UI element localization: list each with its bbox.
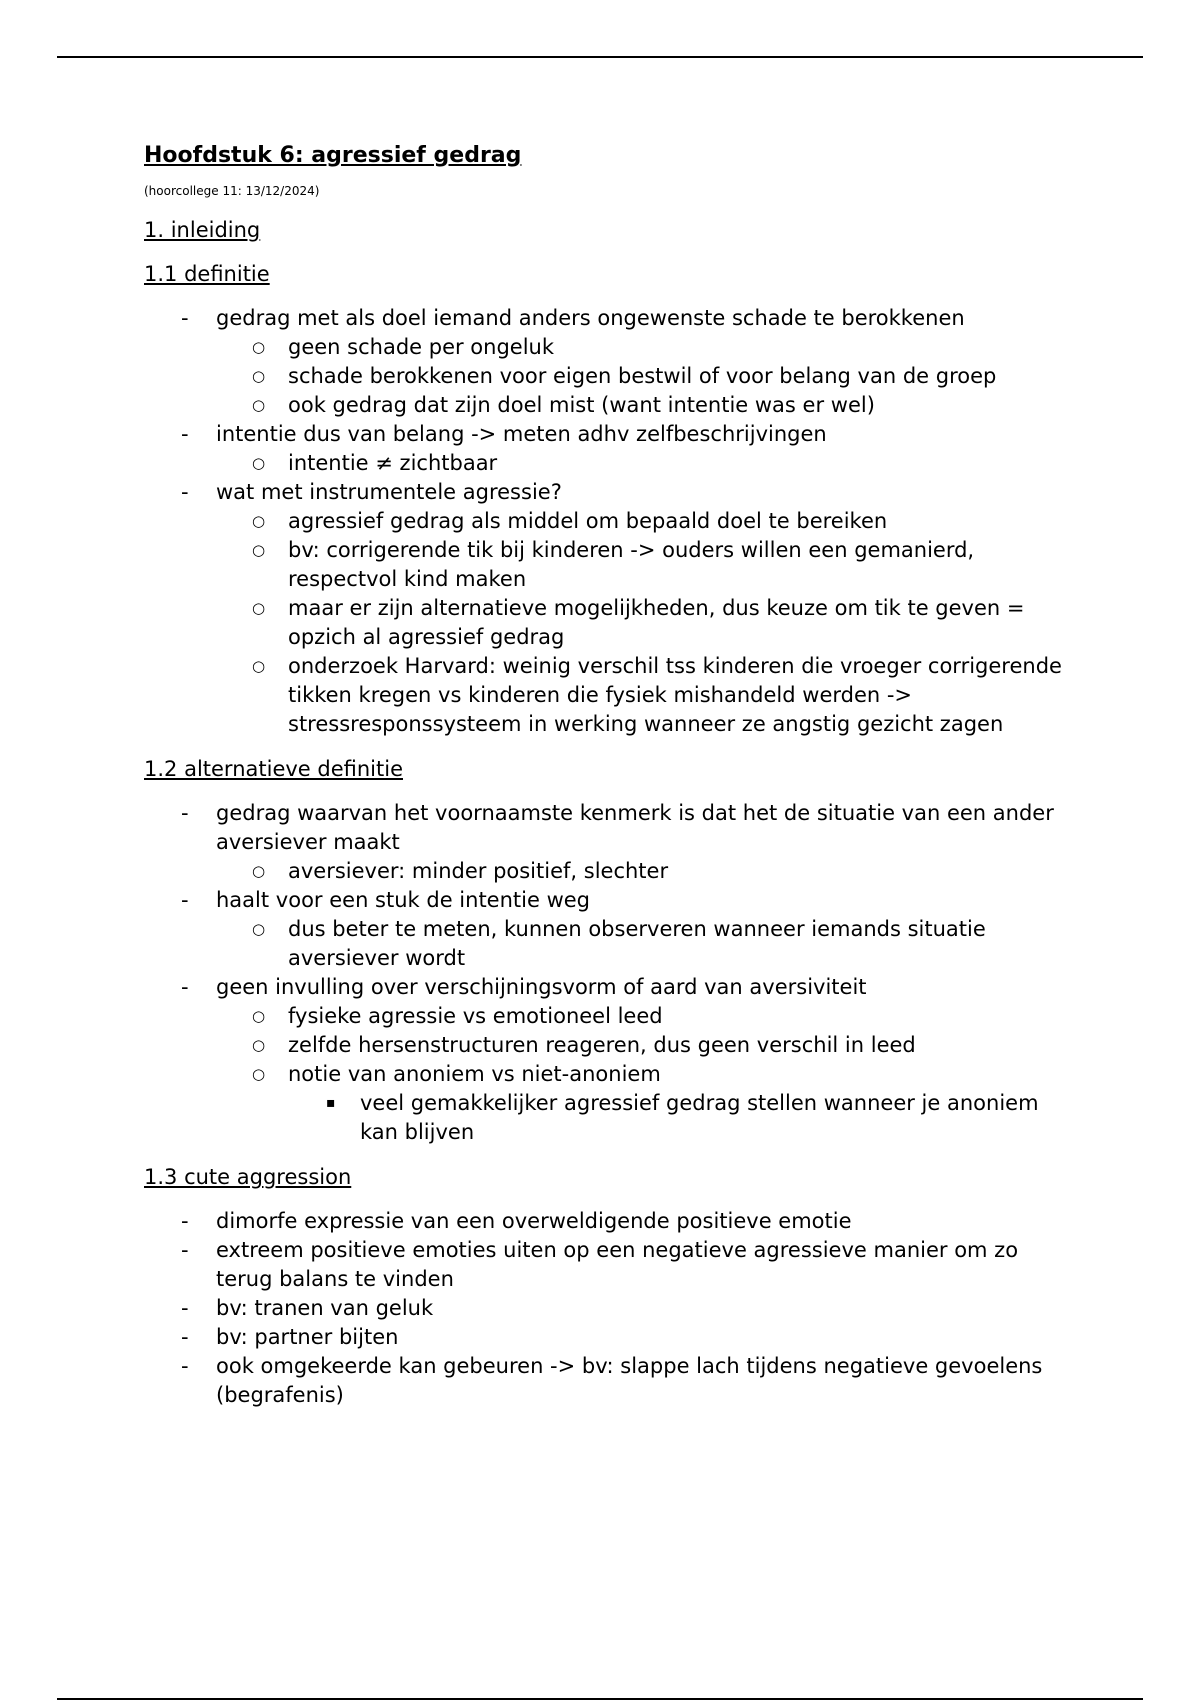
circle-bullet-icon: ○ — [252, 1007, 266, 1025]
list-item-text: dus beter te meten, kunnen observeren wanneer iemands situatie aversiever wordt — [288, 917, 986, 970]
list-item-text: dimorfe expressie van een overweldigende positieve emotie — [216, 1209, 852, 1233]
list-item — [216, 1031, 1064, 1060]
list-item — [216, 1060, 1064, 1147]
list-item — [144, 1352, 1064, 1410]
header-rule — [57, 56, 1143, 58]
list-item-text: fysieke agressie vs emotioneel leed — [288, 1004, 663, 1028]
list-item — [144, 799, 1064, 886]
list-item — [216, 362, 1064, 391]
dash-marker: - — [181, 1238, 189, 1262]
circle-bullet-icon: ○ — [252, 367, 266, 385]
list-item — [144, 1207, 1064, 1236]
circle-bullet-icon: ○ — [252, 1065, 266, 1083]
list-item-text: schade berokkenen voor eigen bestwil of voor belang van de groep — [288, 364, 997, 388]
circle-bullet-icon: ○ — [252, 512, 266, 530]
circle-bullet-icon: ○ — [252, 862, 266, 880]
circle-bullet-icon: ○ — [252, 338, 266, 356]
list-item — [216, 1002, 1064, 1031]
list-item-text: notie van anoniem vs niet-anoniem — [288, 1062, 661, 1086]
lecture-date: (hoorcollege 11: 13/12/2024) — [144, 184, 320, 198]
heading-alternatieve-definitie: 1.2 alternatieve definitie — [144, 757, 403, 781]
list-item — [216, 915, 1064, 973]
list-item — [144, 973, 1064, 1147]
dash-marker: - — [181, 1296, 189, 1320]
list-item — [216, 536, 1064, 594]
list-item — [144, 1236, 1064, 1294]
list-item-text: bv: corrigerende tik bij kinderen -> ouders willen een gemanierd, respectvol kind maken — [288, 538, 975, 591]
circle-bullet-icon: ○ — [252, 599, 266, 617]
definitie-list — [144, 304, 1064, 739]
list-item-text: bv: tranen van geluk — [216, 1296, 434, 1320]
dash-marker: - — [181, 888, 189, 912]
list-item-text: extreem positieve emoties uiten op een negatieve agressieve manier om zo terug balans te vinden — [216, 1238, 1019, 1291]
heading-cute-aggression: 1.3 cute aggression — [144, 1165, 352, 1189]
list-item-text: geen schade per ongeluk — [288, 335, 555, 359]
list-item-text: ook omgekeerde kan gebeuren -> bv: slappe lach tijdens negatieve gevoelens (begrafenis) — [216, 1354, 1043, 1407]
list-item-text: ook gedrag dat zijn doel mist (want intentie was er wel) — [288, 393, 875, 417]
circle-bullet-icon: ○ — [252, 396, 266, 414]
list-item — [144, 1323, 1064, 1352]
heading-inleiding: 1. inleiding — [144, 218, 261, 242]
list-item-text: veel gemakkelijker agressief gedrag stellen wanneer je anoniem kan blijven — [360, 1091, 1039, 1144]
heading-definitie: 1.1 definitie — [144, 262, 270, 286]
dash-marker: - — [181, 306, 189, 330]
list-item — [216, 857, 1064, 886]
dash-marker: - — [181, 1325, 189, 1349]
list-item — [216, 333, 1064, 362]
dash-marker: - — [181, 975, 189, 999]
list-item — [288, 1089, 1064, 1147]
cute-aggression-list — [144, 1207, 1064, 1410]
list-item — [216, 652, 1064, 739]
list-item — [144, 420, 1064, 478]
list-item-text: onderzoek Harvard: weinig verschil tss kinderen die vroeger corrigerende tikken kregen vs kinderen die fysiek mishandeld werden -> stressresponssysteem in werking wanneer ze angstig gezicht zagen — [288, 654, 1062, 736]
page-title: Hoofdstuk 6: agressief gedrag — [144, 143, 522, 168]
list-item-text: bv: partner bijten — [216, 1325, 399, 1349]
list-item — [144, 1294, 1064, 1323]
list-item — [144, 886, 1064, 973]
list-item-text: wat met instrumentele agressie? — [216, 480, 562, 504]
list-item — [216, 449, 1064, 478]
list-item-text: maar er zijn alternatieve mogelijkheden, dus keuze om tik te geven = opzich al agressief gedrag — [288, 596, 1025, 649]
list-item-text: gedrag met als doel iemand anders ongewenste schade te berokkenen — [216, 306, 965, 330]
circle-bullet-icon: ○ — [252, 454, 266, 472]
list-item-text: haalt voor een stuk de intentie weg — [216, 888, 590, 912]
circle-bullet-icon: ○ — [252, 541, 266, 559]
list-item-text: agressief gedrag als middel om bepaald doel te bereiken — [288, 509, 888, 533]
dash-marker: - — [181, 1354, 189, 1378]
list-item-text: zelfde hersenstructuren reageren, dus geen verschil in leed — [288, 1033, 916, 1057]
list-item — [216, 594, 1064, 652]
square-bullet-icon: ▪ — [326, 1095, 336, 1111]
dash-marker: - — [181, 801, 189, 825]
dash-marker: - — [181, 422, 189, 446]
document-body — [144, 141, 1064, 1410]
list-item — [216, 391, 1064, 420]
list-item-text: aversiever: minder positief, slechter — [288, 859, 669, 883]
list-item — [144, 304, 1064, 420]
circle-bullet-icon: ○ — [252, 1036, 266, 1054]
list-item-text: intentie dus van belang -> meten adhv zelfbeschrijvingen — [216, 422, 827, 446]
circle-bullet-icon: ○ — [252, 657, 266, 675]
dash-marker: - — [181, 480, 189, 504]
list-item-text: gedrag waarvan het voornaamste kenmerk is dat het de situatie van een ander aversiever maakt — [216, 801, 1054, 854]
dash-marker: - — [181, 1209, 189, 1233]
circle-bullet-icon: ○ — [252, 920, 266, 938]
list-item — [144, 478, 1064, 739]
list-item-text: intentie ≠ zichtbaar — [288, 451, 498, 475]
list-item — [216, 507, 1064, 536]
alternatieve-definitie-list — [144, 799, 1064, 1147]
list-item-text: geen invulling over verschijningsvorm of aard van aversiviteit — [216, 975, 867, 999]
